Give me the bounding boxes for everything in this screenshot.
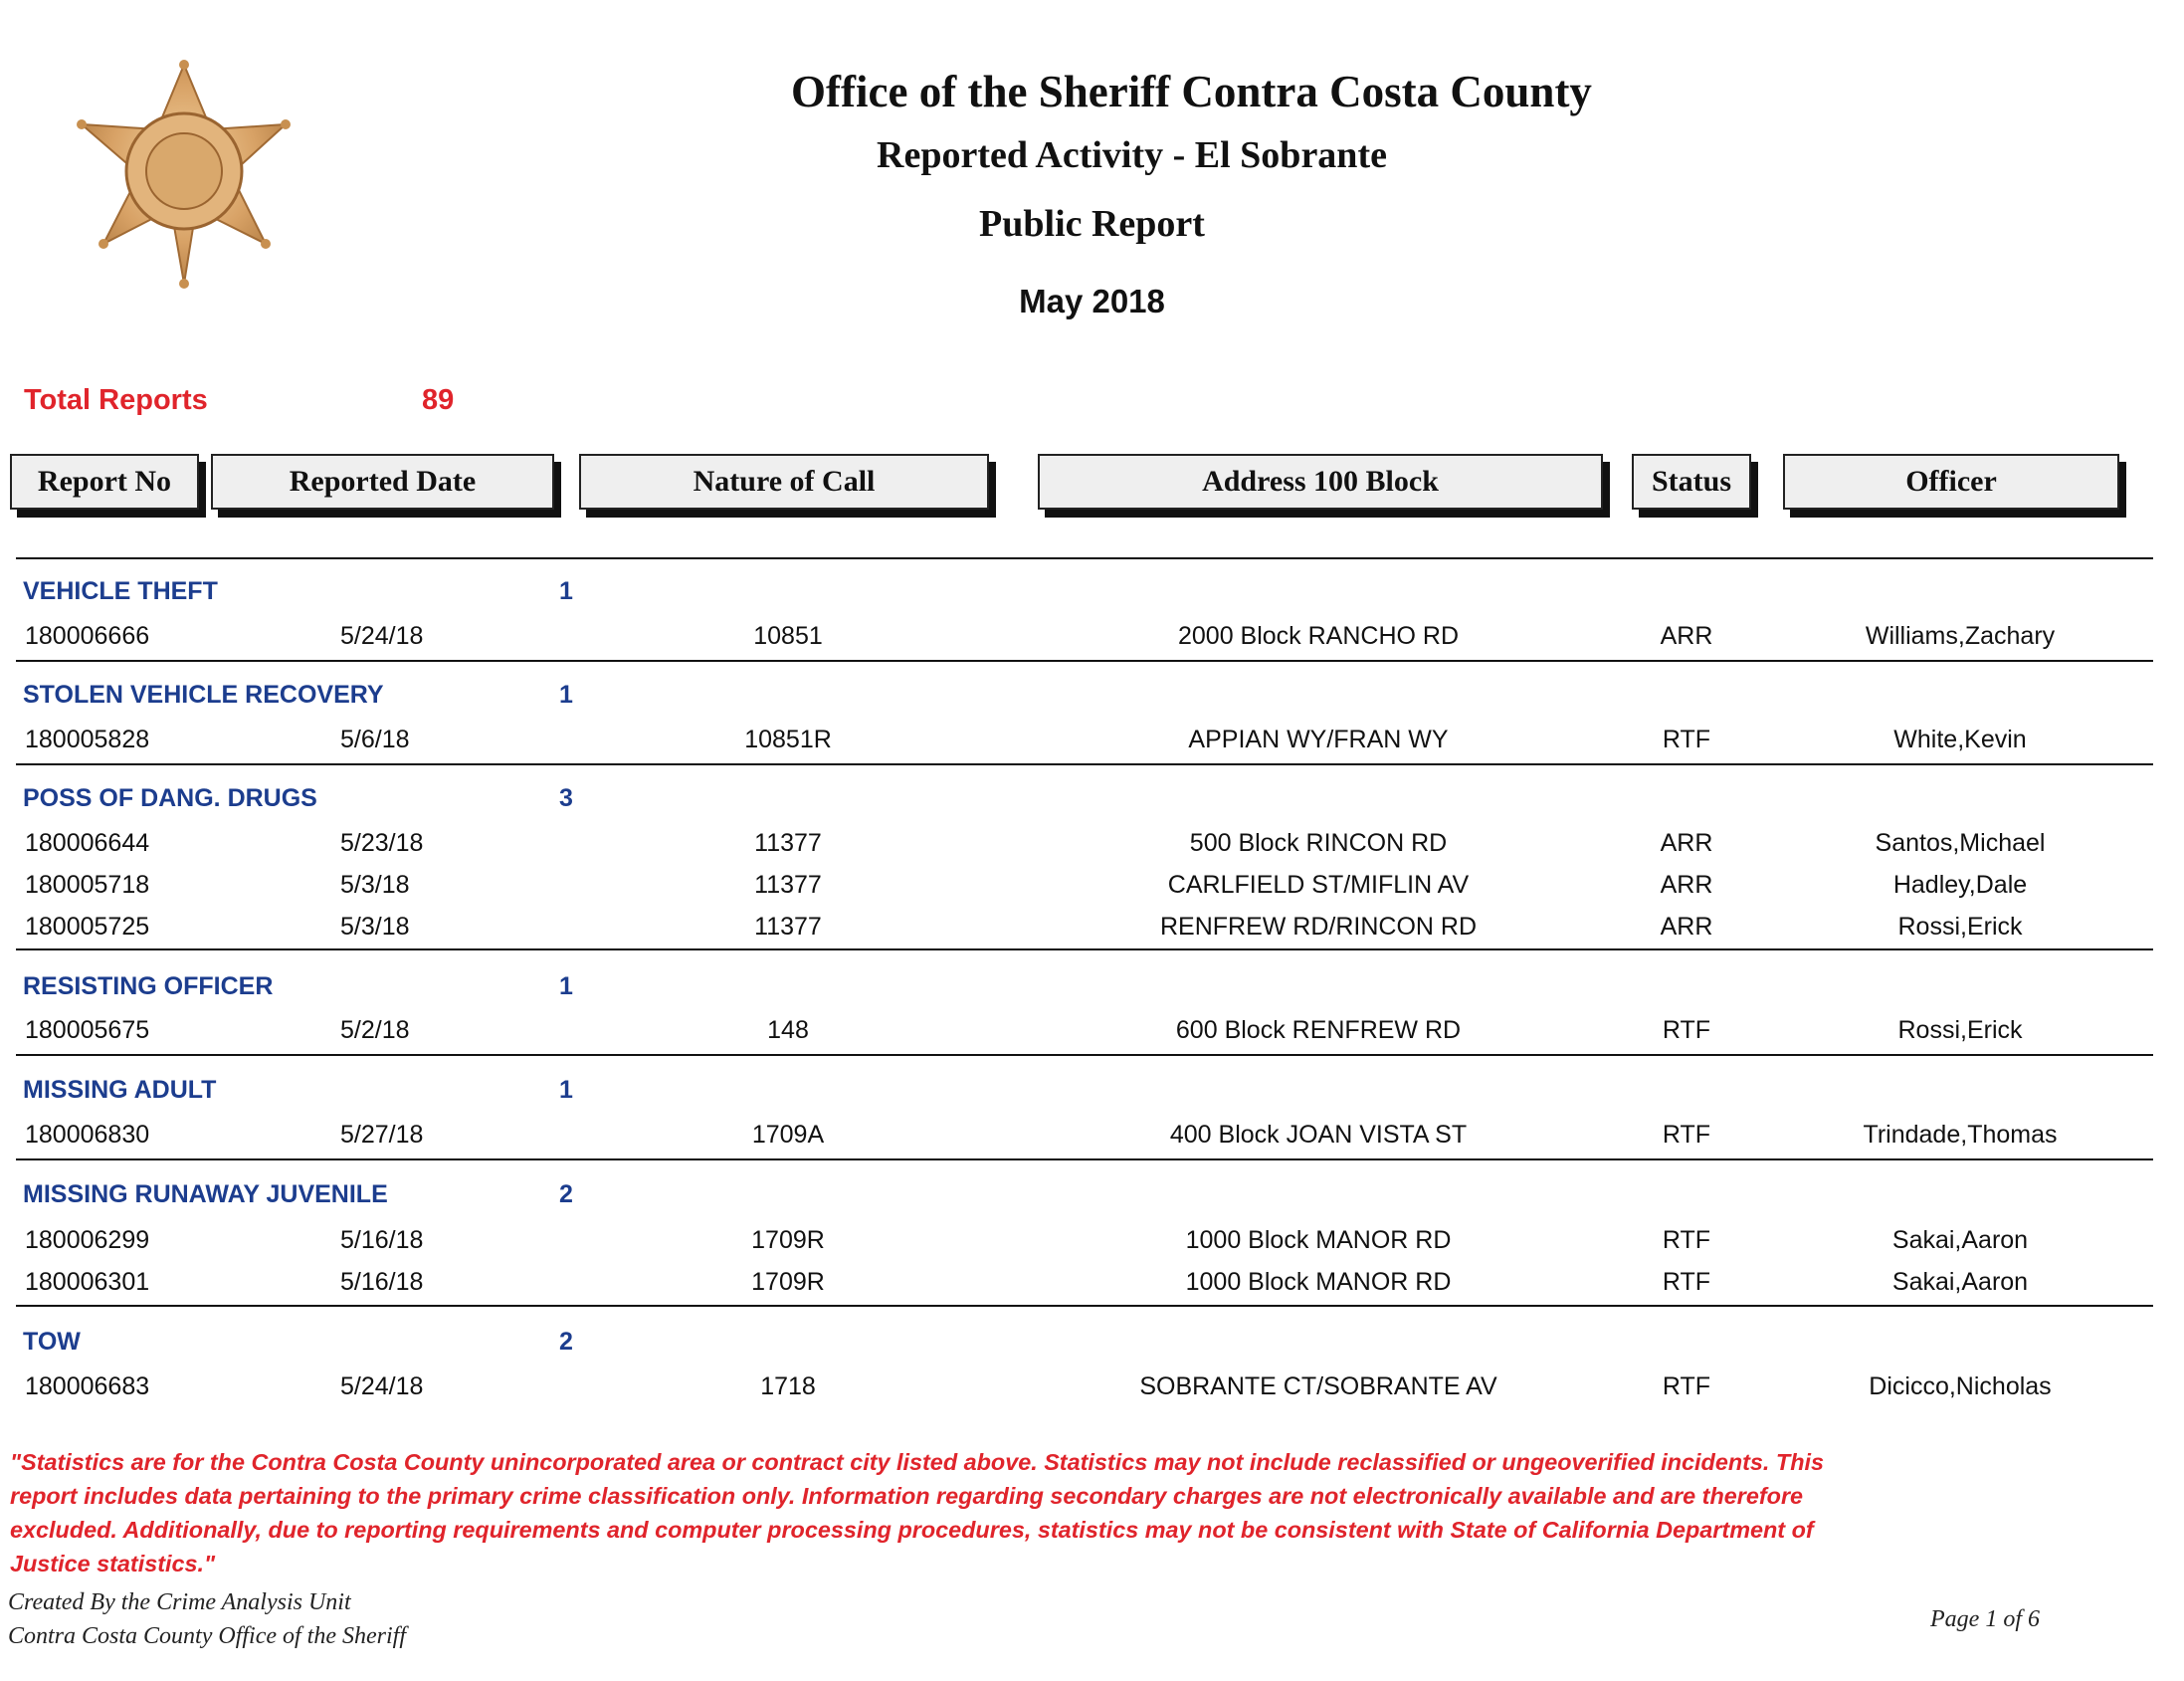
officer: Williams,Zachary [1865,622,2056,650]
officer: Rossi,Erick [1897,913,2023,941]
reported-date: 5/6/18 [340,726,410,753]
report-no: 180006299 [25,1226,150,1254]
category-name: TOW [23,1328,81,1356]
status: ARR [1660,622,1713,650]
column-header-address: Address 100 Block [1038,454,1603,510]
reported-date: 5/24/18 [340,622,424,650]
address: 600 Block RENFREW RD [1175,1016,1462,1044]
column-header-officer: Officer [1783,454,2119,510]
report-period: May 2018 [1019,283,1165,319]
status: RTF [1662,1268,1711,1296]
report-no: 180006683 [25,1372,150,1400]
report-no: 180005828 [25,726,150,753]
category-name: RESISTING OFFICER [23,972,274,1000]
status: RTF [1662,726,1711,753]
section-divider [16,763,2153,765]
address: RENFREW RD/RINCON RD [1159,913,1478,941]
officer: Santos,Michael [1875,829,2046,857]
report-no: 180006830 [25,1121,150,1149]
column-header-reported-date: Reported Date [211,454,554,510]
disclaimer-text: "Statistics are for the Contra Costa County unincorporated area or contract city listed above. Statistics may not include reclassified or ungeoverified incidents. This report includes data pertaining to the primary crime classification only. Information regarding secondary charges are not electronically available and are therefore excluded. Additionally, due to reporting requirements and computer processing procedures, statistics may not be consistent with State of California Department of Justice statistics." [10,1449,1824,1576]
report-no: 180006301 [25,1268,150,1296]
section-divider [16,948,2153,950]
status: ARR [1660,871,1713,899]
officer: Trindade,Thomas [1863,1121,2058,1149]
address: 1000 Block MANOR RD [1185,1226,1452,1254]
category-name: MISSING RUNAWAY JUVENILE [23,1180,388,1208]
nature-of-call: 10851 [753,622,823,650]
address: 500 Block RINCON RD [1189,829,1448,857]
address: SOBRANTE CT/SOBRANTE AV [1139,1372,1497,1400]
officer: White,Kevin [1893,726,2027,753]
nature-of-call: 1709A [751,1121,825,1149]
reported-date: 5/16/18 [340,1226,424,1254]
category-count: 1 [559,681,573,709]
reported-date: 5/23/18 [340,829,424,857]
nature-of-call: 11377 [754,913,822,941]
address: 1000 Block MANOR RD [1185,1268,1452,1296]
section-divider [16,660,2153,662]
section-divider [16,1305,2153,1307]
nature-of-call: 1709R [751,1226,825,1254]
status: RTF [1662,1016,1711,1044]
report-type: Public Report [979,203,1205,245]
officer: Hadley,Dale [1892,871,2028,899]
category-count: 1 [559,972,573,1000]
category-name: VEHICLE THEFT [23,577,218,605]
category-name: POSS OF DANG. DRUGS [23,784,317,812]
category-count: 2 [559,1180,573,1208]
nature-of-call: 1718 [760,1372,816,1400]
status: RTF [1662,1226,1711,1254]
nature-of-call: 11377 [754,829,822,857]
status: ARR [1660,913,1713,941]
officer: Sakai,Aaron [1891,1226,2029,1254]
report-no: 180005675 [25,1016,150,1044]
nature-of-call: 11377 [754,871,822,899]
total-reports-label: Total Reports [24,384,208,416]
category-count: 1 [559,1076,573,1104]
address: 400 Block JOAN VISTA ST [1169,1121,1468,1149]
report-no: 180005718 [25,871,150,899]
category-count: 2 [559,1328,573,1356]
reported-date: 5/27/18 [340,1121,424,1149]
category-count: 3 [559,784,573,812]
address: CARLFIELD ST/MIFLIN AV [1167,871,1470,899]
report-no: 180005725 [25,913,150,941]
reported-date: 5/16/18 [340,1268,424,1296]
status: RTF [1662,1372,1711,1400]
officer: Rossi,Erick [1897,1016,2023,1044]
reported-date: 5/3/18 [340,913,410,941]
header-rule [16,557,2153,559]
officer: Sakai,Aaron [1891,1268,2029,1296]
page-title: Office of the Sheriff Contra Costa County [791,67,1592,116]
nature-of-call: 10851R [744,726,832,753]
status: ARR [1660,829,1713,857]
column-header-status: Status [1632,454,1751,510]
footer-created-by: Created By the Crime Analysis Unit [8,1589,351,1615]
page-subtitle: Reported Activity - El Sobrante [877,134,1387,176]
status: RTF [1662,1121,1711,1149]
nature-of-call: 148 [767,1016,809,1044]
nature-of-call: 1709R [751,1268,825,1296]
category-name: STOLEN VEHICLE RECOVERY [23,681,384,709]
officer: Dicicco,Nicholas [1869,1372,2052,1400]
category-name: MISSING ADULT [23,1076,217,1104]
page-number: Page 1 of 6 [1930,1606,2040,1632]
section-divider [16,1054,2153,1056]
address: APPIAN WY/FRAN WY [1188,726,1449,753]
column-header-nature-of-call: Nature of Call [579,454,989,510]
section-divider [16,1158,2153,1160]
category-count: 1 [559,577,573,605]
reported-date: 5/24/18 [340,1372,424,1400]
report-no: 180006666 [25,622,150,650]
address: 2000 Block RANCHO RD [1177,622,1460,650]
reported-date: 5/3/18 [340,871,410,899]
reported-date: 5/2/18 [340,1016,410,1044]
footer-office: Contra Costa County Office of the Sheriff [8,1623,406,1649]
column-header-report-no: Report No [10,454,199,510]
report-no: 180006644 [25,829,150,857]
total-reports-value: 89 [422,384,455,416]
